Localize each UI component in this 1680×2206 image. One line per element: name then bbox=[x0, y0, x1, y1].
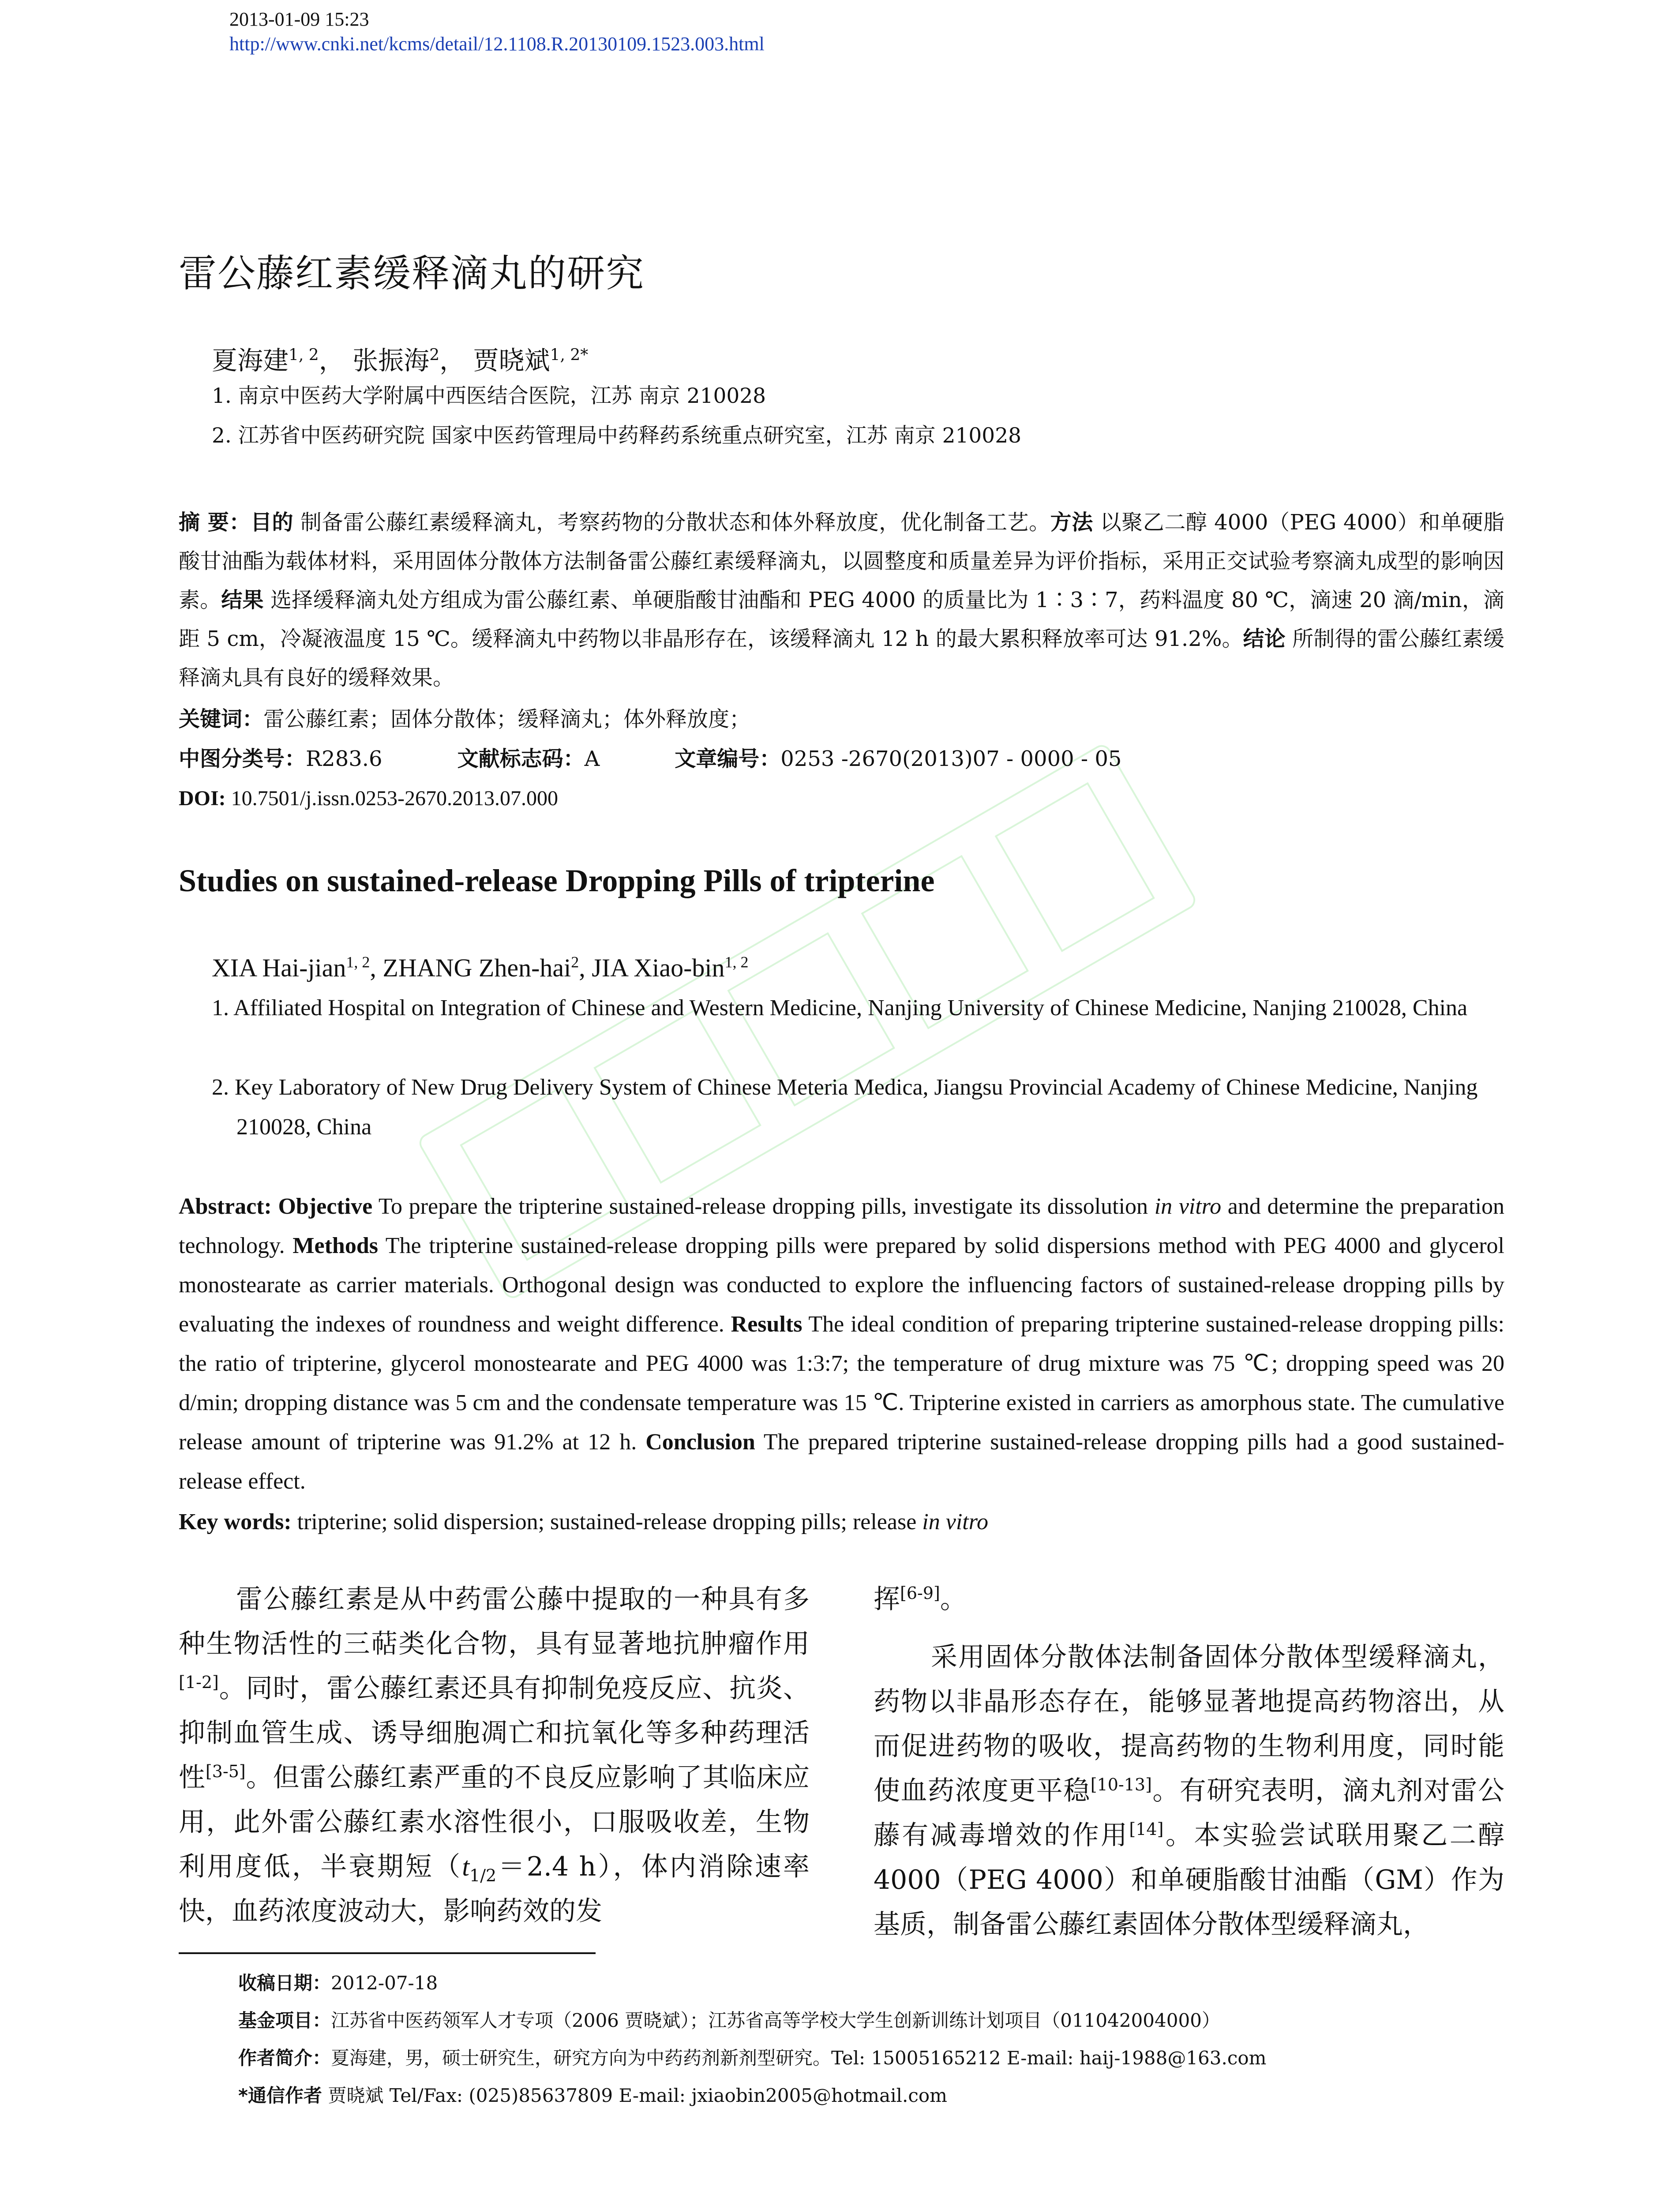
article-url-link[interactable]: http://www.cnki.net/kcms/detail/12.1108.R.20130109.1523.003.html bbox=[229, 33, 765, 55]
objective-text: To prepare the tripterine sustained-release dropping pills, investigate its dissolution bbox=[372, 1194, 1155, 1219]
footnote-label: 收稿日期： bbox=[238, 1972, 331, 1994]
doi-value: 10.7501/j.issn.0253-2670.2013.07.000 bbox=[231, 787, 559, 810]
body-text: 雷公藤红素是从中药雷公藤中提取的一种具有多种生物活性的三萜类化合物，具有显著地抗肿瘤作用 bbox=[179, 1584, 810, 1659]
conclusion-text: 所制得的雷公藤红素缓释滴丸具有良好的缓释效果。 bbox=[179, 627, 1504, 690]
chinese-affiliation-2: 2. 江苏省中医药研究院 国家中医药管理局中药释药系统重点研究室，江苏 南京 210028 bbox=[212, 424, 1022, 448]
footnote-text: 夏海建，男，硕士研究生，研究方向为中药药剂新剂型研究。Tel: 15005165212 E-mail: haij-1988@163.com bbox=[331, 2047, 1267, 2069]
chinese-affiliation-1: 1. 南京中医药大学附属中西医结合医院，江苏 南京 210028 bbox=[212, 384, 766, 408]
chinese-title: 雷公藤红素缓释滴丸的研究 bbox=[179, 251, 645, 296]
keywords-label: Key words: bbox=[179, 1509, 292, 1534]
footnote-label: *通信作者 bbox=[238, 2085, 322, 2106]
body-text: 。有研究表明，滴丸剂对雷公藤有减毒增效的作用 bbox=[874, 1775, 1505, 1851]
author-name: 贾晓斌 bbox=[473, 345, 550, 375]
keywords-text: 雷公藤红素；固体分散体；缓释滴丸；体外释放度； bbox=[263, 707, 751, 732]
results-label: 结果 bbox=[221, 588, 264, 612]
footnote-label: 基金项目： bbox=[238, 2010, 331, 2031]
abstract-label: 摘 要： bbox=[179, 510, 251, 535]
footnote-divider bbox=[179, 1952, 596, 1954]
english-abstract bbox=[179, 1187, 1504, 1501]
body-paragraph bbox=[179, 1577, 810, 1934]
keywords-label: 关键词： bbox=[179, 707, 264, 732]
body-paragraph bbox=[874, 1577, 1504, 1622]
author-separator: , bbox=[370, 953, 383, 982]
methods-label: Methods bbox=[292, 1233, 378, 1258]
clc-value: R283.6 bbox=[306, 747, 382, 771]
objective-text-continued: and determine the preparation technology. bbox=[179, 1194, 1505, 1258]
download-timestamp: 2013-01-09 15:23 bbox=[229, 8, 369, 30]
author-separator: ， bbox=[439, 345, 465, 375]
body-text: 挥 bbox=[874, 1584, 900, 1615]
citation-ref: [3-5] bbox=[205, 1762, 246, 1781]
conclusion-label: 结论 bbox=[1243, 627, 1286, 651]
methods-label: 方法 bbox=[1050, 510, 1093, 535]
author-separator: , bbox=[579, 953, 592, 982]
author-affiliation-marker: 1, 2 bbox=[724, 953, 749, 971]
document-code-label: 文献标志码： bbox=[457, 747, 585, 771]
body-text: 。但雷公藤红素严重的不良反应影响了其临床应用，此外雷公藤红素水溶性很小，口服吸收差，生物利用度低，半衰期短（ bbox=[179, 1762, 810, 1882]
body-text: 采用固体分散体法制备固体分散体型缓释滴丸，药物以非晶形态存在，能够显著地提高药物溶出，从而促进药物的吸收，提高药物的生物利用度，同时能使血药浓度更平稳 bbox=[874, 1642, 1504, 1806]
classification-line bbox=[179, 746, 1121, 772]
author-affiliation-marker: 1, 2* bbox=[550, 346, 589, 364]
body-column-left bbox=[179, 1577, 810, 1934]
article-number-value: 0253 -2670(2013)07 - 0000 - 05 bbox=[780, 747, 1122, 771]
body-text: 。同时，雷公藤红素还具有抑制免疫反应、抗炎、抑制血管生成、诱导细胞凋亡和抗氧化等多种药理活性 bbox=[179, 1673, 810, 1793]
english-affiliation-2: 2. Key Laboratory of New Drug Delivery System of Chinese Meteria Medica, Jiangsu Provincial Academy of Chinese Medicine, Nanjing 210028, China bbox=[212, 1075, 1478, 1140]
body-column-right bbox=[874, 1577, 1504, 1947]
conclusion-text: The prepared tripterine sustained-release dropping pills had a good sustained-release effect. bbox=[179, 1429, 1504, 1494]
author-affiliation-marker: 2 bbox=[571, 953, 579, 971]
objective-text: 制备雷公藤红素缓释滴丸，考察药物的分散状态和体外释放度，优化制备工艺。 bbox=[293, 510, 1050, 535]
body-paragraph bbox=[874, 1635, 1504, 1947]
author-affiliation-marker: 1, 2 bbox=[346, 953, 370, 971]
objective-italic: in vitro bbox=[1154, 1194, 1222, 1219]
footnote-text: 江苏省中医药领军人才专项（2006 贾晓斌）；江苏省高等学校大学生创新训练计划项目（011042004000） bbox=[331, 2010, 1220, 2031]
half-life-symbol: t bbox=[462, 1852, 470, 1881]
author-name: ZHANG Zhen-hai bbox=[382, 953, 571, 982]
citation-ref: [10-13] bbox=[1090, 1775, 1152, 1794]
citation-ref: [6-9] bbox=[900, 1583, 940, 1603]
article-number-label: 文章编号： bbox=[675, 747, 781, 771]
author-name: XIA Hai-jian bbox=[212, 953, 346, 982]
objective-label: 目的 bbox=[250, 510, 294, 535]
doi-line bbox=[179, 785, 558, 812]
author-name: 夏海建 bbox=[212, 345, 289, 375]
english-title: Studies on sustained-release Dropping Pills of tripterine bbox=[179, 863, 935, 898]
author-affiliation-marker: 2 bbox=[429, 346, 440, 364]
results-label: Results bbox=[731, 1312, 802, 1337]
conclusion-label: Conclusion bbox=[645, 1429, 755, 1455]
half-life-subscript: 1/2 bbox=[469, 1866, 497, 1885]
footnote-text: 2012-07-18 bbox=[331, 1972, 438, 1994]
footnote-text: 贾晓斌 Tel/Fax: (025)85637809 E-mail: jxiaobin2005@hotmail.com bbox=[322, 2085, 947, 2106]
english-author-list bbox=[212, 953, 749, 983]
body-text: 。本实验尝试联用聚乙二醇 4000（PEG 4000）和单硬脂酸甘油酯（GM）作为基质，制备雷公藤红素固体分散体型缓释滴丸， bbox=[874, 1820, 1504, 1940]
english-affiliation-1: 1. Affiliated Hospital on Integration of Chinese and Western Medicine, Nanjing University of Chinese Medicine, Nanjing 210028, China bbox=[212, 995, 1468, 1020]
author-name: 张振海 bbox=[352, 345, 430, 375]
author-affiliation-marker: 1, 2 bbox=[289, 346, 319, 364]
chinese-author-list bbox=[212, 340, 588, 377]
chinese-keywords bbox=[179, 706, 750, 732]
results-text: 选择缓释滴丸处方组成为雷公藤红素、单硬脂酸甘油酯和 PEG 4000 的质量比为 1∶3∶7，药料温度 80 ℃，滴速 20 滴/min，滴距 5 cm，冷凝液温度 15 ℃。缓释滴丸中药物以非晶形存在，该缓释滴丸 12 h 的最大累积释放率可达 91.2%。 bbox=[179, 588, 1504, 651]
footnote-author-bio bbox=[238, 2047, 1266, 2069]
footnote-fund bbox=[238, 2010, 1220, 2032]
footnote-corresponding-author bbox=[238, 2085, 947, 2107]
body-text: ＝2.4 h），体内消除速率快，血药浓度波动大，影响药效的发 bbox=[179, 1851, 810, 1927]
abstract-label: Abstract: bbox=[179, 1194, 278, 1219]
methods-text: The tripterine sustained-release dropping pills were prepared by solid dispersions method with PEG 4000 and glycerol monostearate as carrier materials. Orthogonal design was conducted to explore the influencing factors of sustained-release dropping pills by evaluating the indexes of roundness and weight difference. bbox=[179, 1233, 1504, 1337]
objective-label: Objective bbox=[278, 1194, 373, 1219]
footnote-label: 作者简介： bbox=[238, 2047, 331, 2069]
keywords-text: tripterine; solid dispersion; sustained-release dropping pills; release bbox=[291, 1509, 922, 1534]
chinese-abstract bbox=[179, 503, 1504, 697]
body-text: 。 bbox=[940, 1584, 967, 1615]
footnote-received bbox=[238, 1972, 438, 1994]
clc-label: 中图分类号： bbox=[179, 747, 306, 771]
keywords-italic: in vitro bbox=[922, 1509, 989, 1534]
english-keywords bbox=[179, 1502, 1504, 1542]
author-separator: ， bbox=[319, 345, 345, 375]
document-code-value: A bbox=[584, 747, 600, 771]
results-text: The ideal condition of preparing tripterine sustained-release dropping pills: the ratio of tripterine, glycerol monostearate and PEG 4000 was 1:3:7; the temperature of drug mixture was 75 ℃; dropping speed was 20 d/min; dropping distance was 5 cm and the condensate temperature was 15 ℃. Tripterine existed in carriers as amorphous state. The cumulative release amount of tripterine was 91.2% at 12 h. bbox=[179, 1312, 1504, 1455]
author-name: JIA Xiao-bin bbox=[592, 953, 725, 982]
citation-ref: [1-2] bbox=[179, 1673, 219, 1692]
citation-ref: [14] bbox=[1129, 1820, 1164, 1839]
methods-text: 以聚乙二醇 4000（PEG 4000）和单硬脂酸甘油酯为载体材料，采用固体分散体方法制备雷公藤红素缓释滴丸，以圆整度和质量差异为评价指标，采用正交试验考察滴丸成型的影响因素。 bbox=[179, 510, 1504, 612]
doi-label: DOI: bbox=[179, 787, 231, 810]
